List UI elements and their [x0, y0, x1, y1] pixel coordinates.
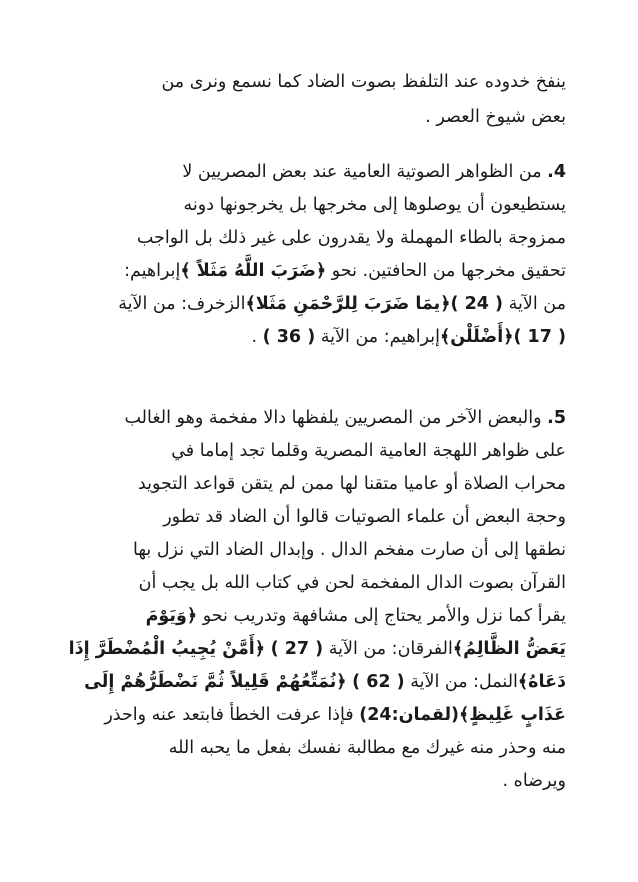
text-run: والبعض الآخر من المصريين يلفظها دالا مفخمة وهو الغالب	[124, 408, 542, 428]
text-run: من الآية	[508, 294, 566, 314]
text-line: بعض شيوخ العصر .	[425, 107, 566, 127]
text-line	[66, 255, 566, 287]
surah-reference: الفرقان: من الآية	[328, 639, 453, 659]
quran-quote: دَعَاهُ﴾	[517, 672, 566, 692]
item-number: 5.	[547, 408, 566, 428]
text-line	[66, 321, 566, 353]
text-line	[66, 288, 566, 320]
verse-number: ( 27 )	[270, 639, 324, 659]
surah-reference: (لقمان:24)	[359, 705, 460, 725]
text-line: وحجة البعض أن علماء الصوتيات قالوا أن الضاد قد تطور	[163, 507, 566, 527]
text-line	[66, 633, 566, 665]
item-number: 4.	[547, 162, 566, 182]
surah-reference: إبراهيم:	[124, 261, 181, 281]
verse-number: ( 36 )	[262, 327, 316, 347]
text-line: ويرضاه .	[502, 771, 566, 791]
text-run: تحقيق مخرجها من الحافتين. نحو	[331, 261, 566, 281]
quran-quote: ﴿نُمَتِّعُهُمْ قَلِيلاً ثُمَّ نَضْطَرُّهُمْ إِلَى	[84, 672, 347, 692]
text-line: ينفخ خدوده عند التلفظ بصوت الضاد كما نسمع ونرى من	[161, 72, 566, 92]
text-run: فإذا عرفت الخطأ فابتعد عنه واحذر	[104, 705, 354, 725]
verse-number: ( 24 )	[450, 294, 504, 314]
text-line: القرآن بصوت الدال المفخمة لحن في كتاب الله بل يجب أن	[138, 573, 566, 593]
text-line	[66, 699, 566, 731]
text-line: نطقها إلى أن صارت مفخم الدال . وإبدال الضاد التي نزل بها	[133, 540, 566, 560]
quran-quote: يَعَضُّ الظَّالِمُ﴾	[452, 639, 566, 659]
text-line: منه وحذر منه غيرك مع مطالبة نفسك بفعل ما يحبه الله	[168, 738, 566, 758]
text-line: على ظواهر اللهجة العامية المصرية وقلما تجد إماما في	[171, 441, 566, 461]
text-line	[66, 666, 566, 698]
text-line	[66, 600, 566, 632]
quran-quote: ﴿أَمَّنْ يُجِيبُ الْمُضْطَرَّ إِذَا	[68, 639, 266, 659]
quran-quote: ﴿أَضْلَلْن﴾	[440, 327, 514, 347]
verse-number: ( 17 )	[513, 327, 566, 347]
text-run: .	[251, 327, 258, 347]
text-line: ممزوجة بالطاء المهملة ولا يقدرون على غير ذلك بل الواجب	[136, 228, 566, 248]
surah-reference: إبراهيم: من الآية	[320, 327, 440, 347]
text-line: محراب الصلاة أو عاميا متقنا لها ممن لم يتقن قواعد التجويد	[137, 474, 566, 494]
surah-reference: الزخرف: من الآية	[118, 294, 246, 314]
surah-reference: النمل: من الآية	[410, 672, 518, 692]
quran-quote: ﴿يمَا ضَرَبَ لِلرَّحْمَنِ مَثَلا﴾	[245, 294, 451, 314]
text-line-numbered	[66, 402, 566, 434]
text-run: من الظواهر الصوتية العامية عند بعض المصريين لا	[182, 162, 542, 182]
verse-number: ( 62 )	[352, 672, 405, 692]
text-line: يستطيعون أن يوصلوها إلى مخرجها بل يخرجونها دونه	[183, 195, 566, 215]
quran-quote: ﴿وَيَوْمَ	[145, 606, 198, 626]
text-line-numbered	[66, 156, 566, 188]
text-run: يقرأ كما نزل والأمر يحتاج إلى مشافهة وتدريب نحو	[202, 606, 566, 626]
quran-quote: ﴿ضَرَبَ اللَّهُ مَثَلاً ﴾	[180, 261, 327, 281]
quran-quote: عَذَابٍ غَلِيظٍ﴾	[459, 705, 566, 725]
